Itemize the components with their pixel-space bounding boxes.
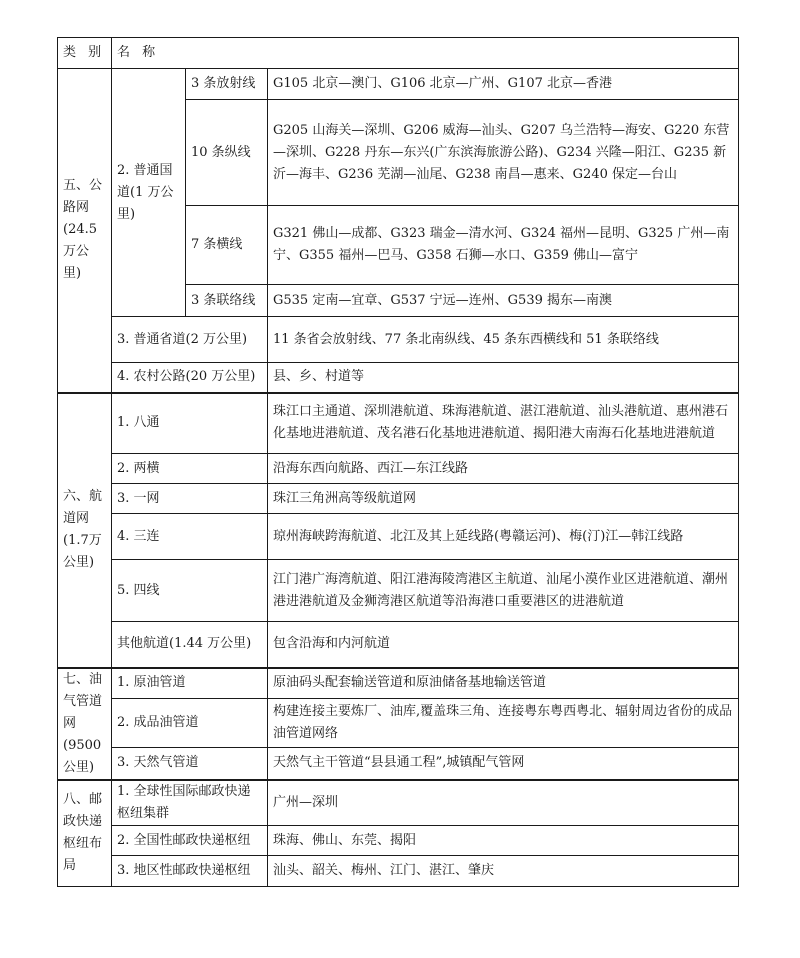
category-pipeline-sub: (9500公里) bbox=[63, 737, 102, 775]
waterway-label: 2. 两横 bbox=[112, 454, 268, 484]
category-pipeline bbox=[58, 668, 112, 780]
waterway-names: 沿海东西向航路、西江—东江线路 bbox=[268, 454, 739, 484]
road-type-cell: 3 条联络线 bbox=[186, 285, 268, 317]
provincial-road-label: 3. 普通省道(2 万公里) bbox=[112, 317, 268, 363]
category-highway bbox=[58, 69, 112, 393]
waterway-names: 包含沿海和内河航道 bbox=[268, 622, 739, 668]
header-name: 名 称 bbox=[112, 38, 739, 69]
waterway-names: 珠江口主通道、深圳港航道、珠海港航道、湛江港航道、汕头港航道、惠州港石化基地进港航道、茂名港石化基地进港航道、揭阳港大南海石化基地进港航道 bbox=[268, 393, 739, 454]
waterway-label: 5. 四线 bbox=[112, 560, 268, 622]
category-waterway bbox=[58, 393, 112, 668]
postal-names: 珠海、佛山、东莞、揭阳 bbox=[268, 826, 739, 856]
waterway-names: 琼州海峡跨海航道、北江及其上延线路(粤赣运河)、梅(汀)江—韩江线路 bbox=[268, 514, 739, 560]
header-category: 类 别 bbox=[58, 38, 112, 69]
waterway-names: 江门港广海湾航道、阳江港海陵湾港区主航道、汕尾小漠作业区进港航道、潮州港进港航道及金狮湾港区航道等沿海港口重要港区的进港航道 bbox=[268, 560, 739, 622]
pipeline-names: 构建连接主要炼厂、油库,覆盖珠三角、连接粤东粤西粤北、辐射周边省份的成品油管道网络 bbox=[268, 699, 739, 747]
infrastructure-table bbox=[57, 37, 739, 887]
postal-label: 3. 地区性邮政快递枢纽 bbox=[112, 856, 268, 887]
category-postal: 八、邮政快递枢纽布局 bbox=[58, 780, 112, 887]
postal-label: 2. 全国性邮政快递枢纽 bbox=[112, 826, 268, 856]
postal-label: 1. 全球性国际邮政快递枢纽集群 bbox=[112, 780, 268, 826]
road-type-cell: 7 条横线 bbox=[186, 206, 268, 285]
category-highway-sub: (24.5万公里) bbox=[63, 222, 98, 282]
road-names-cell: G321 佛山—成都、G323 瑞金—清水河、G324 福州—昆明、G325 广州—南宁、G355 福州—巴马、G358 石狮—水口、G359 佛山—富宁 bbox=[268, 206, 739, 285]
national-road-label: 2. 普通国道(1 万公里) bbox=[112, 69, 186, 317]
waterway-label: 4. 三连 bbox=[112, 514, 268, 560]
road-names-cell: G105 北京—澳门、G106 北京—广州、G107 北京—香港 bbox=[268, 69, 739, 100]
waterway-label: 3. 一网 bbox=[112, 484, 268, 514]
waterway-label: 其他航道(1.44 万公里) bbox=[112, 622, 268, 668]
pipeline-label: 1. 原油管道 bbox=[112, 668, 268, 699]
waterway-names: 珠江三角洲高等级航道网 bbox=[268, 484, 739, 514]
category-waterway-title: 六、航道网 bbox=[63, 489, 103, 526]
category-highway-title: 五、公路网 bbox=[63, 178, 103, 216]
pipeline-label: 2. 成品油管道 bbox=[112, 699, 268, 747]
pipeline-names: 天然气主干管道“县县通工程”,城镇配气管网 bbox=[268, 747, 739, 779]
category-waterway-sub: (1.7万公里) bbox=[63, 533, 102, 570]
pipeline-label: 3. 天然气管道 bbox=[112, 747, 268, 779]
road-type-cell: 3 条放射线 bbox=[186, 69, 268, 100]
rural-road-names: 县、乡、村道等 bbox=[268, 363, 739, 393]
road-type-cell: 10 条纵线 bbox=[186, 100, 268, 206]
waterway-label: 1. 八通 bbox=[112, 393, 268, 454]
postal-names: 汕头、韶关、梅州、江门、湛江、肇庆 bbox=[268, 856, 739, 887]
rural-road-label: 4. 农村公路(20 万公里) bbox=[112, 363, 268, 393]
pipeline-names: 原油码头配套输送管道和原油储备基地输送管道 bbox=[268, 668, 739, 699]
provincial-road-names: 11 条省会放射线、77 条北南纵线、45 条东西横线和 51 条联络线 bbox=[268, 317, 739, 363]
road-names-cell: G205 山海关—深圳、G206 威海—汕头、G207 乌兰浩特—海安、G220 东营—深圳、G228 丹东—东兴(广东滨海旅游公路)、G234 兴隆—阳江、G235 新沂—海丰、G236 芜湖—汕尾、G238 南昌—惠来、G240 保定—台山 bbox=[268, 100, 739, 206]
road-names-cell: G535 定南—宜章、G537 宁远—连州、G539 揭东—南澳 bbox=[268, 285, 739, 317]
category-pipeline-title: 七、油气管道网 bbox=[63, 671, 103, 731]
postal-names: 广州—深圳 bbox=[268, 780, 739, 826]
